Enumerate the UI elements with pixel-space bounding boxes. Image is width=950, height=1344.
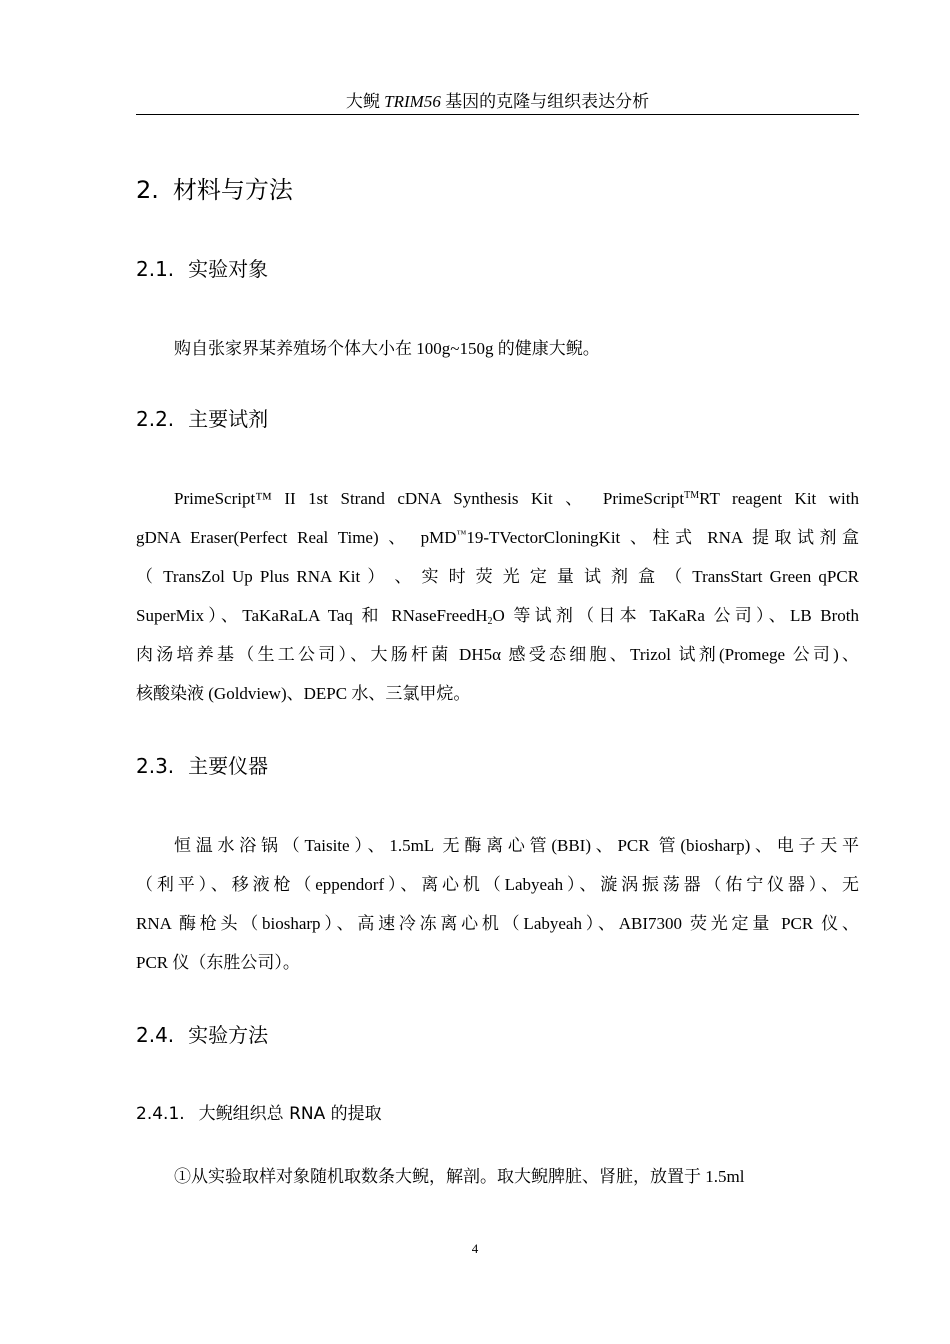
paragraph-subjects	[136, 329, 859, 368]
subsection-title: 实验方法	[188, 1023, 269, 1047]
text-line	[136, 596, 859, 635]
text-line	[136, 479, 859, 518]
text-line: （利平）、移液枪（eppendorf）、离心机（Labyeah）、漩涡振荡器（佑宁仪器）、无	[136, 875, 859, 894]
text-line: 核酸染液 (Goldview)、DEPC 水、三氯甲烷。	[136, 684, 471, 703]
header-title-post: 基因的克隆与组织表达分析	[440, 92, 650, 111]
paragraph-rna-extraction	[136, 1157, 859, 1196]
paragraph-text: 购自张家界某养殖场个体大小在 100g~150g 的健康大鲵。	[174, 339, 600, 358]
text-run: gDNA Eraser(Perfect Real Time) 、 pMD	[136, 528, 457, 547]
header-title-pre: 大鲵	[345, 92, 385, 111]
paragraph-reagents	[136, 479, 859, 713]
subsection-heading-2-2	[136, 405, 268, 433]
text-run: 19-TVectorCloningKit 、柱式 RNA 提取试剂盒	[466, 528, 859, 547]
subsection-title: 主要试剂	[188, 407, 269, 431]
subsection-title: 主要仪器	[188, 754, 269, 778]
subsection-number: 2.3.	[136, 754, 175, 778]
subsection-number: 2.1.	[136, 257, 175, 281]
text-line	[136, 518, 859, 557]
subsection-heading-2-1	[136, 255, 268, 283]
text-run: SuperMix）、TaKaRaLA Taq 和 RNaseFreedH	[136, 606, 488, 625]
trademark-mark: ™	[456, 529, 467, 540]
page-number: 4	[471, 1241, 479, 1256]
paragraph-instruments	[136, 826, 859, 982]
subsection-number: 2.4.	[136, 1023, 175, 1047]
paragraph-text: ①从实验取样对象随机取数条大鲵，解剖。取大鲵脾脏、肾脏，放置于 1.5ml	[174, 1167, 745, 1186]
text-run: O 等试剂（日本 TaKaRa 公司）、LB Broth	[492, 606, 859, 625]
text-line: PCR 仪（东胜公司）。	[136, 953, 300, 972]
section-number: 2.	[136, 176, 159, 204]
subsubsection-title: 大鲵组织总 RNA 的提取	[198, 1104, 382, 1124]
subsection-title: 实验对象	[188, 257, 269, 281]
subsection-heading-2-4	[136, 1021, 268, 1049]
running-header	[136, 90, 859, 114]
text-run: RT reagent Kit with	[699, 489, 859, 508]
subsubsection-heading-2-4-1	[136, 1102, 382, 1126]
text-line: 肉汤培养基（生工公司）、大肠杆菌 DH5α 感受态细胞、Trizol 试剂(Promege 公司)、	[136, 645, 859, 664]
text-run: PrimeScript™ II 1st Strand cDNA Synthesis Kit 、 PrimeScript	[174, 489, 685, 508]
header-rule	[136, 114, 859, 115]
section-heading	[136, 173, 293, 207]
header-gene-name: TRIM56	[384, 92, 441, 111]
section-title: 材料与方法	[172, 176, 293, 204]
subsubsection-number: 2.4.1.	[136, 1104, 185, 1124]
subsection-heading-2-3	[136, 752, 268, 780]
text-line: 恒温水浴锅（Taisite）、1.5mL 无酶离心管(BBI)、PCR 管(biosharp)、电子天平	[174, 836, 859, 855]
subsection-number: 2.2.	[136, 407, 175, 431]
subscript: 2	[487, 616, 493, 627]
text-line: （ TransZol Up Plus RNA Kit ） 、 实 时 荧 光 定 量 试 剂 盒 （ TransStart Green qPCR	[136, 567, 859, 586]
trademark-mark: TM	[684, 490, 700, 501]
text-line: RNA 酶枪头（biosharp）、高速冷冻离心机（Labyeah）、ABI7300 荧光定量 PCR 仪、	[136, 914, 859, 933]
